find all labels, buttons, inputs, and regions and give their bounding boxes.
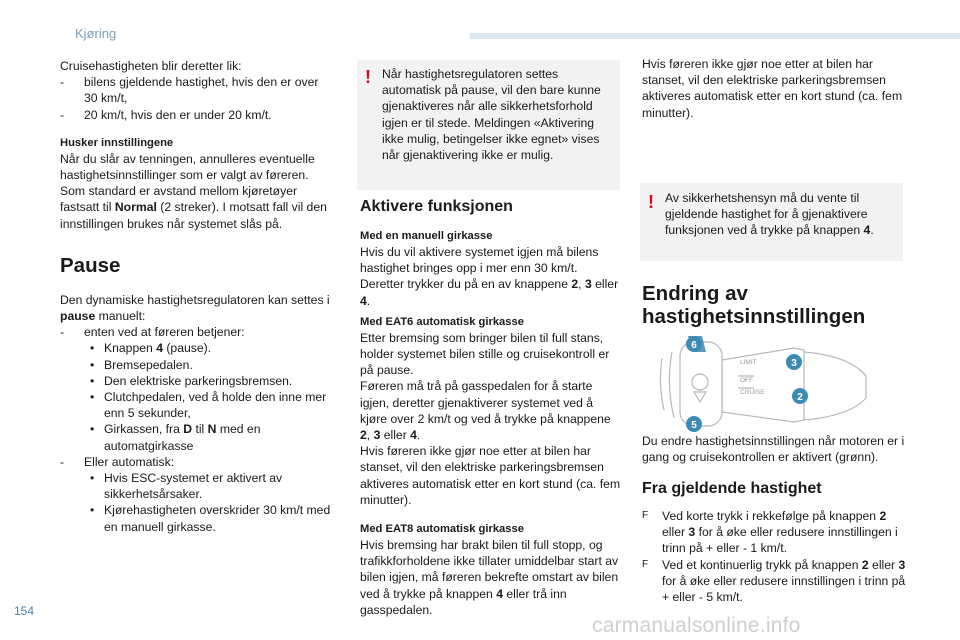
list-item: - enten ved at føreren betjener: — [60, 325, 245, 340]
page-number: 154 — [14, 604, 35, 618]
column-middle — [360, 197, 622, 618]
list-item: • Knappen 4 (pause). — [90, 341, 212, 356]
list-item: • Hvis ESC-systemet er aktivert av sikkerhetsårsaker. — [90, 471, 283, 502]
list-marker: F — [642, 510, 649, 521]
callout-6: 6 — [691, 340, 697, 351]
eat6-title: Med EAT6 automatisk girkasse — [360, 315, 524, 328]
list-item: • Bremsepedalen. — [90, 357, 193, 372]
remember-settings-title: Husker innstillingene — [60, 136, 174, 149]
manual-gearbox-title: Med en manuell girkasse — [360, 230, 493, 242]
adjust-list — [642, 508, 907, 605]
change-text: Du endre hastighetsinnstillingen når motoren er i gang og cruisekontrollen er aktivert (grønn). — [642, 434, 905, 465]
list-item: - 20 km/t, hvis den er under 20 km/t. — [60, 107, 272, 122]
warning-text: Når hastighetsregulatoren settes automatisk på pause, vil den bare kunne gjenaktiveres når alle sikkerhetsforhold igjen er til stede. Meldingen «Aktivering ikke mulig, betingelser ikke egnet» vises når gjenaktivering ikke er mulig. — [382, 67, 601, 163]
list-item: • Den elektriske parkeringsbremsen. — [90, 373, 293, 388]
eat8-title: Med EAT8 automatisk girkasse — [360, 523, 524, 536]
warning-icon: ! — [365, 67, 371, 87]
list-item: - Eller automatisk: — [60, 454, 175, 469]
activate-heading: Aktivere funksjonen — [360, 198, 513, 215]
list-item: • Girkassen, fra D til N med en automatgirkasse — [90, 422, 261, 453]
callout-3: 3 — [791, 358, 797, 369]
remember-settings-text: Når du slår av tenningen, annulleres eventuelle hastighetsinnstillinger som er valgt av føreren. Som standard er avstand mellom kjøretøyer fastsatt til Normal (2 streker). I motsatt fall vil den innstillingen brukes når systemet slås på. — [60, 151, 327, 231]
section-title: Kjøring — [75, 26, 117, 41]
watermark: carmanualsonline.info — [592, 614, 801, 637]
list-item: F Ved et kontinuerlig trykk på knappen 2 eller 3 for å øke eller redusere innstillingen i trinn på + eller - 5 km/t. — [642, 557, 906, 605]
callout-5: 5 — [691, 420, 697, 431]
manual-gearbox-text: Hvis du vil aktivere systemet igjen må bilens hastighet bringes opp i mer enn 30 km/t. Deretter trykker du på en av knappene 2, 3 eller 4. — [360, 245, 619, 308]
list-marker: F — [642, 558, 649, 570]
cruise-speed-intro: Cruisehastigheten blir deretter lik: — [60, 59, 242, 73]
eat6-text-1: Etter bremsing som bringer bilen til full stans, holder systemet bilen stille og cruisekontroll er på pause. — [360, 330, 610, 378]
eat6-text-3: Hvis føreren ikke gjør noe etter at bilen har stanset, vil den elektriske parkeringsbremsen aktiveres automatisk etter en kort stund (ca. fem minutter). — [360, 444, 621, 507]
callout-2: 2 — [797, 392, 803, 403]
header-bar — [470, 33, 960, 39]
current-speed-heading: Fra gjeldende hastighet — [642, 480, 822, 497]
stalk-label-off: OFF — [740, 377, 753, 384]
column-left — [60, 58, 332, 535]
warning-text: Av sikkerhetshensyn må du vente til gjeldende hastighet for å gjenaktivere funksjonen ved å trykke på knappen 4. — [665, 191, 874, 238]
change-heading: Endring av hastighetsinnstillingen — [642, 282, 866, 328]
eat8-text: Hvis bremsing har brakt bilen til full stopp, og trafikkforholdene ikke tillater umiddelbar start av bilen igjen, må føreren bekrefte omstart av bilen ved å trykke på knappen 4 eller trå inn gasspedalen. — [360, 538, 619, 617]
parking-brake-text: Hvis føreren ikke gjør noe etter at bilen har stanset, vil den elektriske parkeringsbremsen aktiveres automatisk etter en kort stund (ca. fem minutter). — [642, 57, 903, 120]
list-item: - bilens gjeldende hastighet, hvis den er over 30 km/t, — [60, 75, 319, 106]
eat6-text-2: Føreren må trå på gasspedalen for å starte igjen, deretter gjenaktiverer systemet ved å kjøre over 2 km/t og ved å trykke på knappene 2, 3 eller 4. — [360, 379, 611, 443]
list-item: • Kjørehastigheten overskrider 30 km/t med en manuell girkasse. — [90, 503, 331, 534]
pause-heading: Pause — [60, 253, 121, 277]
pause-intro: Den dynamiske hastighetsregulatoren kan settes i pause manuelt: — [60, 292, 330, 324]
stalk-illustration — [654, 336, 872, 432]
stalk-label-cruise: CRUISE — [740, 389, 765, 396]
list-item: F Ved korte trykk i rekkefølge på knappen 2 eller 3 for å øke eller redusere innstillingen i trinn på + eller - 1 km/t. — [642, 509, 898, 556]
warning-icon: ! — [648, 192, 654, 212]
list-item: • Clutchpedalen, ved å holde den inne mer enn 5 sekunder, — [90, 390, 327, 421]
stalk-label-limit: LIMIT — [740, 359, 757, 366]
